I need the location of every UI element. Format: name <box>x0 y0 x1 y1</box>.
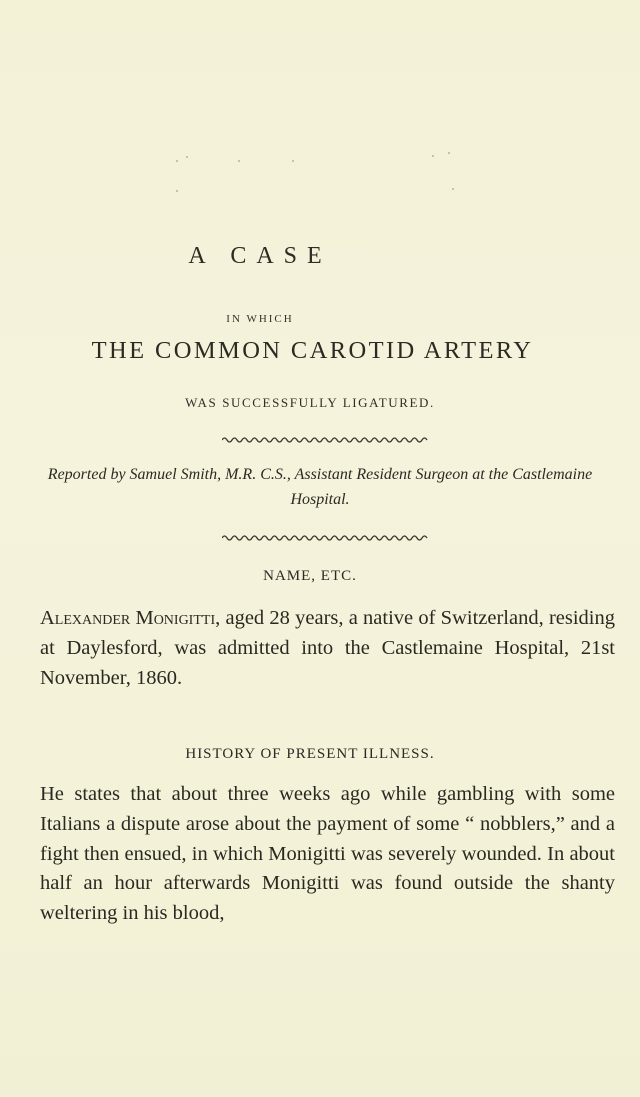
reported-by-line: Reported by Samuel Smith, M.R. C.S., Assistant Resident Surgeon at the Castlemaine Hospital. <box>47 466 593 508</box>
wavy-rule-divider <box>222 436 428 444</box>
sub-heading: WAS SUCCESSFULLY LIGATURED. <box>185 395 435 410</box>
wavy-rule-divider <box>222 534 428 542</box>
patient-name: Alexander Monigitti <box>40 607 216 629</box>
page-title: A CASE <box>188 243 332 269</box>
in-which-caption: IN WHICH <box>226 313 294 325</box>
main-heading: THE COMMON CAROTID ARTERY <box>91 337 534 364</box>
section-heading-history: HISTORY OF PRESENT ILLNESS. <box>185 746 435 762</box>
section-heading-name: NAME, ETC. <box>263 568 357 584</box>
name-paragraph <box>40 604 615 693</box>
history-paragraph: He states that about three weeks ago while gambling with some Italians a dispute arose about the payment of some “ nobblers,” and a fight then ensued, in which Monigitti was severely wounded. In about half an hour afterwards Monigitti was found outside the shanty weltering in his blood, <box>40 783 615 925</box>
name-paragraph-text: , aged 28 years, a native of Switzerland, residing at Daylesford, was admitted into the Castlemaine Hospital, 21st November, 1860. <box>40 607 615 689</box>
